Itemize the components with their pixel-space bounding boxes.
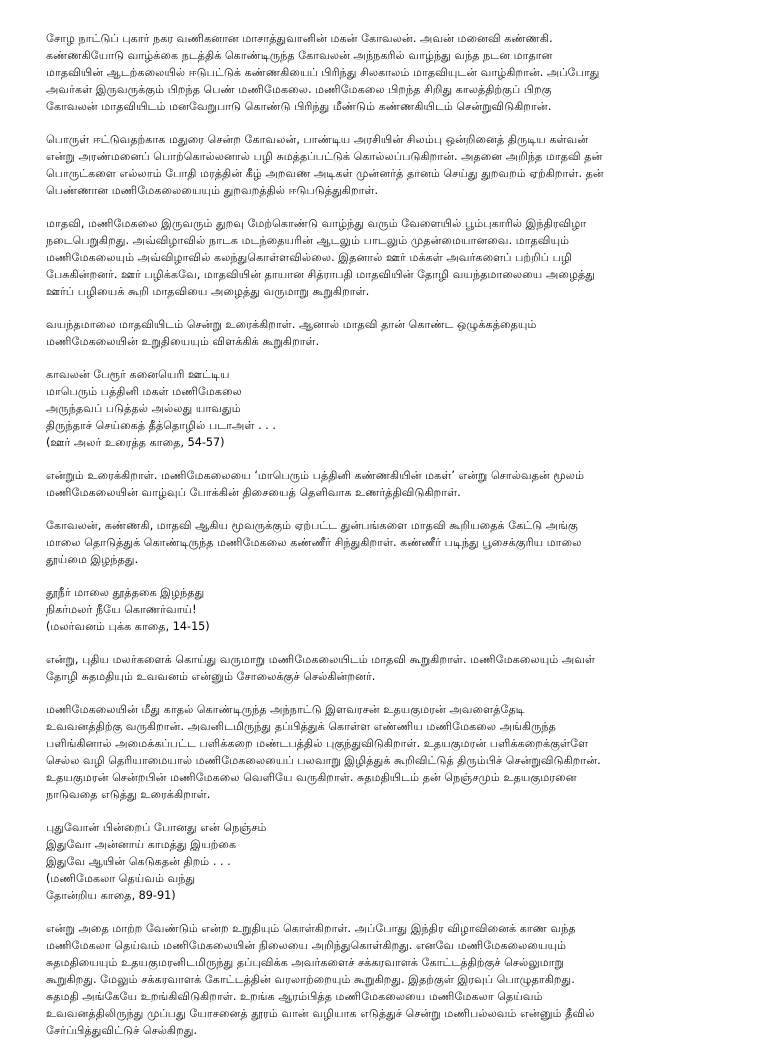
paragraph-uvavanam: என்று, புதிய மலர்களைக் கொய்து வருமாறு மணிமேகலையிடம் மாதவி கூறுகிறாள். மணிமேகலையும் அவள் தோழி சுதமதியும் உவவனம் என்னும் சோலைக்குச் செல்கின்றனர். <box>46 653 596 683</box>
paragraph-kovalan-death: பொருள் ஈட்டுவதற்காக மதுரை சென்ற கோவலன், பாண்டிய அரசியின் சிலம்பு ஒன்றினைத் திருடிய கள்வன் என்று அரண்மனைப் பொற்கொல்லனால் பழி சுமத்தப்பட்டுக் கொல்லப்படுகிறான். அதனை அறிந்த மாதவி தன் பொருட்களை எல்லாம் போதி மரத்தின் கீழ் அறவண அடிகள் முன்னர்த் தானம் செய்து துறவறம் ஏற்கிறாள். தன் பெண்ணான மணிமேகலையையும் துறவறத்தில் ஈடுபடுத்துகிறாள். <box>46 133 604 197</box>
verse-manimekala-deity: புதுவோன் பின்றைப் போனது என் நெஞ்சம் இதுவோ அன்னாய் காமத்து இயற்கை இதுவே ஆயின் கெடுகதன் திறம் . . . (மணிமேகலா தெய்வம் வந்து தோன்றிய காதை, 89-91) <box>46 821 267 902</box>
paragraph-indra-festival: மாதவி, மணிமேகலை இருவரும் துறவு மேற்கொண்டு வாழ்ந்து வரும் வேளையில் பூம்புகாரில் இந்திரவிழா நடைபெறுகிறது. அவ்விழாவில் நாடக மடந்தையரின் ஆடலும் பாடலும் முதன்மையானவை. மாதவியும் மணிமேகலையும் அவ்விழாவில் கலந்துகொள்ளவில்லை. இதனால் ஊர் மக்கள் அவர்களைப் பற்றிப் பழி பேசுகின்றனர். ஊர் பழிக்கவே, மாதவியின் தாயான சித்ராபதி மாதவியின் தோழி வயந்தமாலையை அழைத்து ஊர்ப் பழியைக் கூறி மாதவியை அழைத்து வருமாறு கூறுகிறாள். <box>46 217 595 298</box>
paragraph-manimekalai-direction: என்றும் உரைக்கிறாள். மணிமேகலையை ‘மாபெரும் பத்தினி கண்ணகியின் மகள்’ என்று சொல்வதன் மூலம் மணிமேகலையின் வாழ்வுப் போக்கின் திசையைத் தெளிவாக உணர்த்திவிடுகிறாள். <box>46 469 585 499</box>
document-page <box>46 30 732 1055</box>
paragraph-kovalan-intro: சோழ நாட்டுப் புகார் நகர வணிகனான மாசாத்துவானின் மகன் கோவலன். அவன் மனைவி கண்ணகி. கண்ணகியோடு வாழ்க்கை நடத்திக் கொண்டிருந்த கோவலன் அந்நகரில் வாழ்ந்து வந்த நடன மாதான மாதவியின் ஆடற்கலையில் ஈடுபட்டுக் கண்ணகியைப் பிரிந்து சிலகாலம் மாதவியுடன் வாழ்கிறான். அப்போது அவர்கள் இருவருக்கும் பிறந்த பெண் மணிமேகலை. மணிமேகலை பிறந்த சிறிது காலத்திற்குப் பிறகு கோவலன் மாதவியிடம் மனவேறுபாடு கொண்டு பிரிந்து மீண்டும் கண்ணகியிடம் சென்றுவிடுகிறான். <box>46 32 600 113</box>
paragraph-udayakumaran: மணிமேகலையின் மீது காதல் கொண்டிருந்த அந்நாட்டு இளவரசன் உதயகுமரன் அவளைத்தேடி உவவனத்திற்கு வருகிறான். அவனிடமிருந்து தப்பித்துக் கொள்ள எண்ணிய மணிமேகலை அங்கிருந்த பளிங்கினால் அமைக்கப்பட்ட பளிக்கறை மண்டபத்தில் புகுந்துவிடுகிறாள். உதயகுமரன் பளிக்கறைக்குள்ளே செல்ல வழி தெரியாமையால் மணிமேகலையைப் பலவாறு இழித்துக் கூறிவிட்டுத் திரும்பிச் சென்றுவிடுகிறான். உதயகுமரன் சென்றபின் மணிமேகலை வெளியே வருகிறாள். சுதமதியிடம் தன் நெஞ்சமும் உதயகுமரனை நாடுவதை எடுத்து உரைக்கிறாள். <box>46 703 601 801</box>
paragraph-tears-garland: கோவலன், கண்ணகி, மாதவி ஆகிய மூவருக்கும் ஏற்பட்ட துன்பங்களை மாதவி கூறியதைக் கேட்டு அங்கு மாலை தொடுத்துக் கொண்டிருந்த மணிமேகலை கண்ணீர் சிந்துகிறாள். கண்ணீர் படிந்து பூசைக்குரிய மாலை தூய்மை இழந்தது. <box>46 519 582 566</box>
verse-malarvanam: தூநீர் மாலை தூத்தகை இழந்தது நிகர்மலர் நீயே கொணர்வாய்! (மலர்வனம் புக்க காதை, 14-15) <box>46 586 210 633</box>
paragraph-vayanthamalai: வயந்தமாலை மாதவியிடம் சென்று உரைக்கிறாள். ஆனால் மாதவி தான் கொண்ட ஒழுக்கத்தையும் மணிமேகலையின் உறுதியையும் விளக்கிக் கூறுகிறாள். <box>46 318 537 348</box>
paragraph-manipallavam: என்று அதை மாற்ற வேண்டும் என்ற உறுதியும் கொள்கிறாள். அப்போது இந்திர விழாவினைக் காண வந்த மணிமேகலா தெய்வம் மணிமேகலையின் நிலையை அறிந்துகொள்கிறது. எனவே மணிமேகலையையும் சுதமதியையும் உதயகுமரனிடமிருந்து தப்புவிக்க அவர்களைச் சக்கரவாளக் கோட்டத்திற்குச் செல்லுமாறு கூறுகிறது. மேலும் சக்கரவாளக் கோட்டத்தின் வரலாற்றையும் கூறுகிறது. இதற்குள் இரவுப் பொழுதாகிறது. சுதமதி அங்கேயே உறங்கிவிடுகிறாள். உறங்க ஆரம்பித்த மணிமேகலையை மணிமேகலா தெய்வம் உவவனத்திலிருந்து முப்பது யோசனைத் தூரம் வான் வழியாக எடுத்துச் சென்று மணிபல்லவம் என்னும் தீவில் சேர்ப்பித்துவிட்டுச் செல்கிறது. <box>46 922 595 1037</box>
verse-oor-alar: காவலன் பேரூர் கனையெரி ஊட்டிய மாபெரும் பத்தினி மகள் மணிமேகலை அருந்தவப் படுத்தல் அல்லது யாவதும் திருந்தாச் செய்கைத் தீத்தொழில் படாஅள் . . . (ஊர் அலர் உரைத்த காதை, 54-57) <box>46 368 276 449</box>
